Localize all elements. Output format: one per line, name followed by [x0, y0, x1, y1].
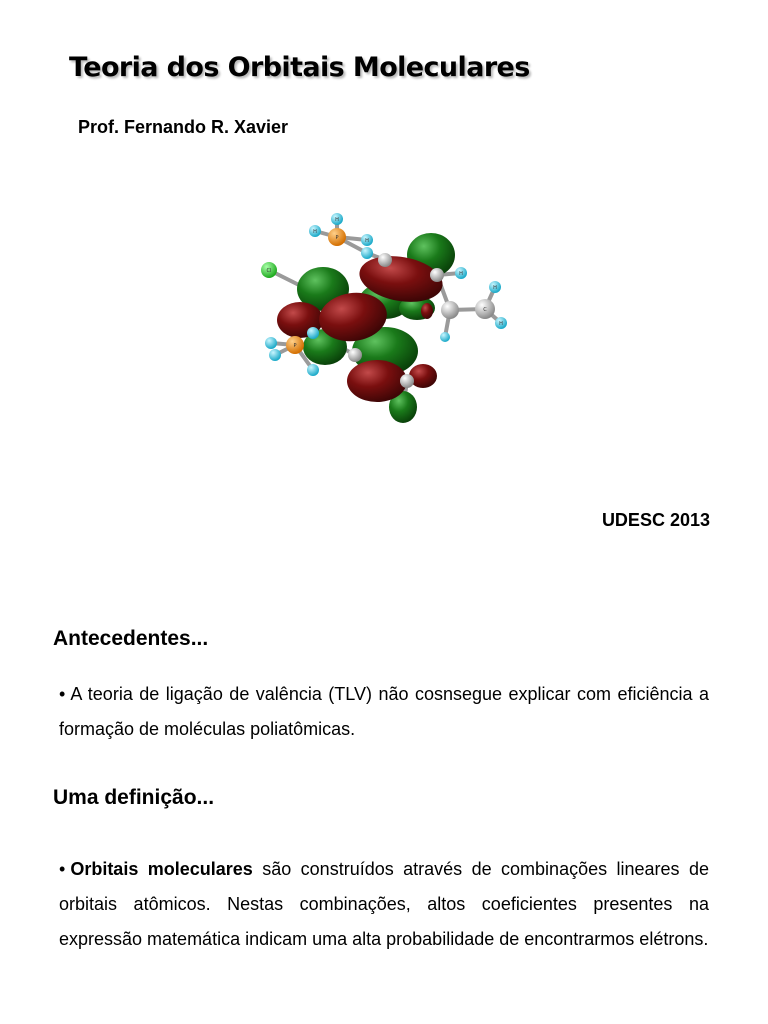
svg-text:H: H [459, 271, 463, 277]
antecedentes-text: A teoria de ligação de valência (TLV) não cosnsegue explicar com eficiência a formação de moléculas poliatômicas. [59, 684, 709, 739]
svg-text:H: H [335, 217, 339, 223]
svg-text:Cl: Cl [266, 268, 272, 274]
author-name: Prof. Fernando R. Xavier [78, 117, 289, 137]
definicao-term: Orbitais moleculares [70, 859, 253, 879]
svg-text:H: H [499, 321, 503, 327]
svg-text:H: H [493, 285, 497, 291]
svg-text:C: C [483, 307, 487, 313]
molecular-orbital-icon [255, 205, 515, 435]
definicao-text: são construídos através de combinações lineares de orbitais atômicos. Nestas combinações, altos coeficientes presentes na expressão matemática indicam uma alta probabilidade de encontrarmos elétrons. [59, 859, 709, 949]
institution-year: UDESC 2013 [601, 510, 710, 530]
bullet: • [59, 684, 66, 704]
page-title: Teoria dos Orbitais Moleculares [69, 52, 530, 83]
definicao-paragraph [59, 852, 709, 957]
bullet: • [59, 859, 66, 879]
section-heading-antecedentes: Antecedentes... [53, 627, 209, 650]
section-heading-definicao: Uma definição... [53, 786, 215, 809]
antecedentes-paragraph [59, 677, 709, 747]
orbital-lobes [277, 233, 455, 423]
svg-text:P: P [335, 235, 339, 241]
svg-text:H: H [365, 238, 369, 244]
svg-text:P: P [293, 343, 297, 349]
svg-text:H: H [313, 229, 317, 235]
